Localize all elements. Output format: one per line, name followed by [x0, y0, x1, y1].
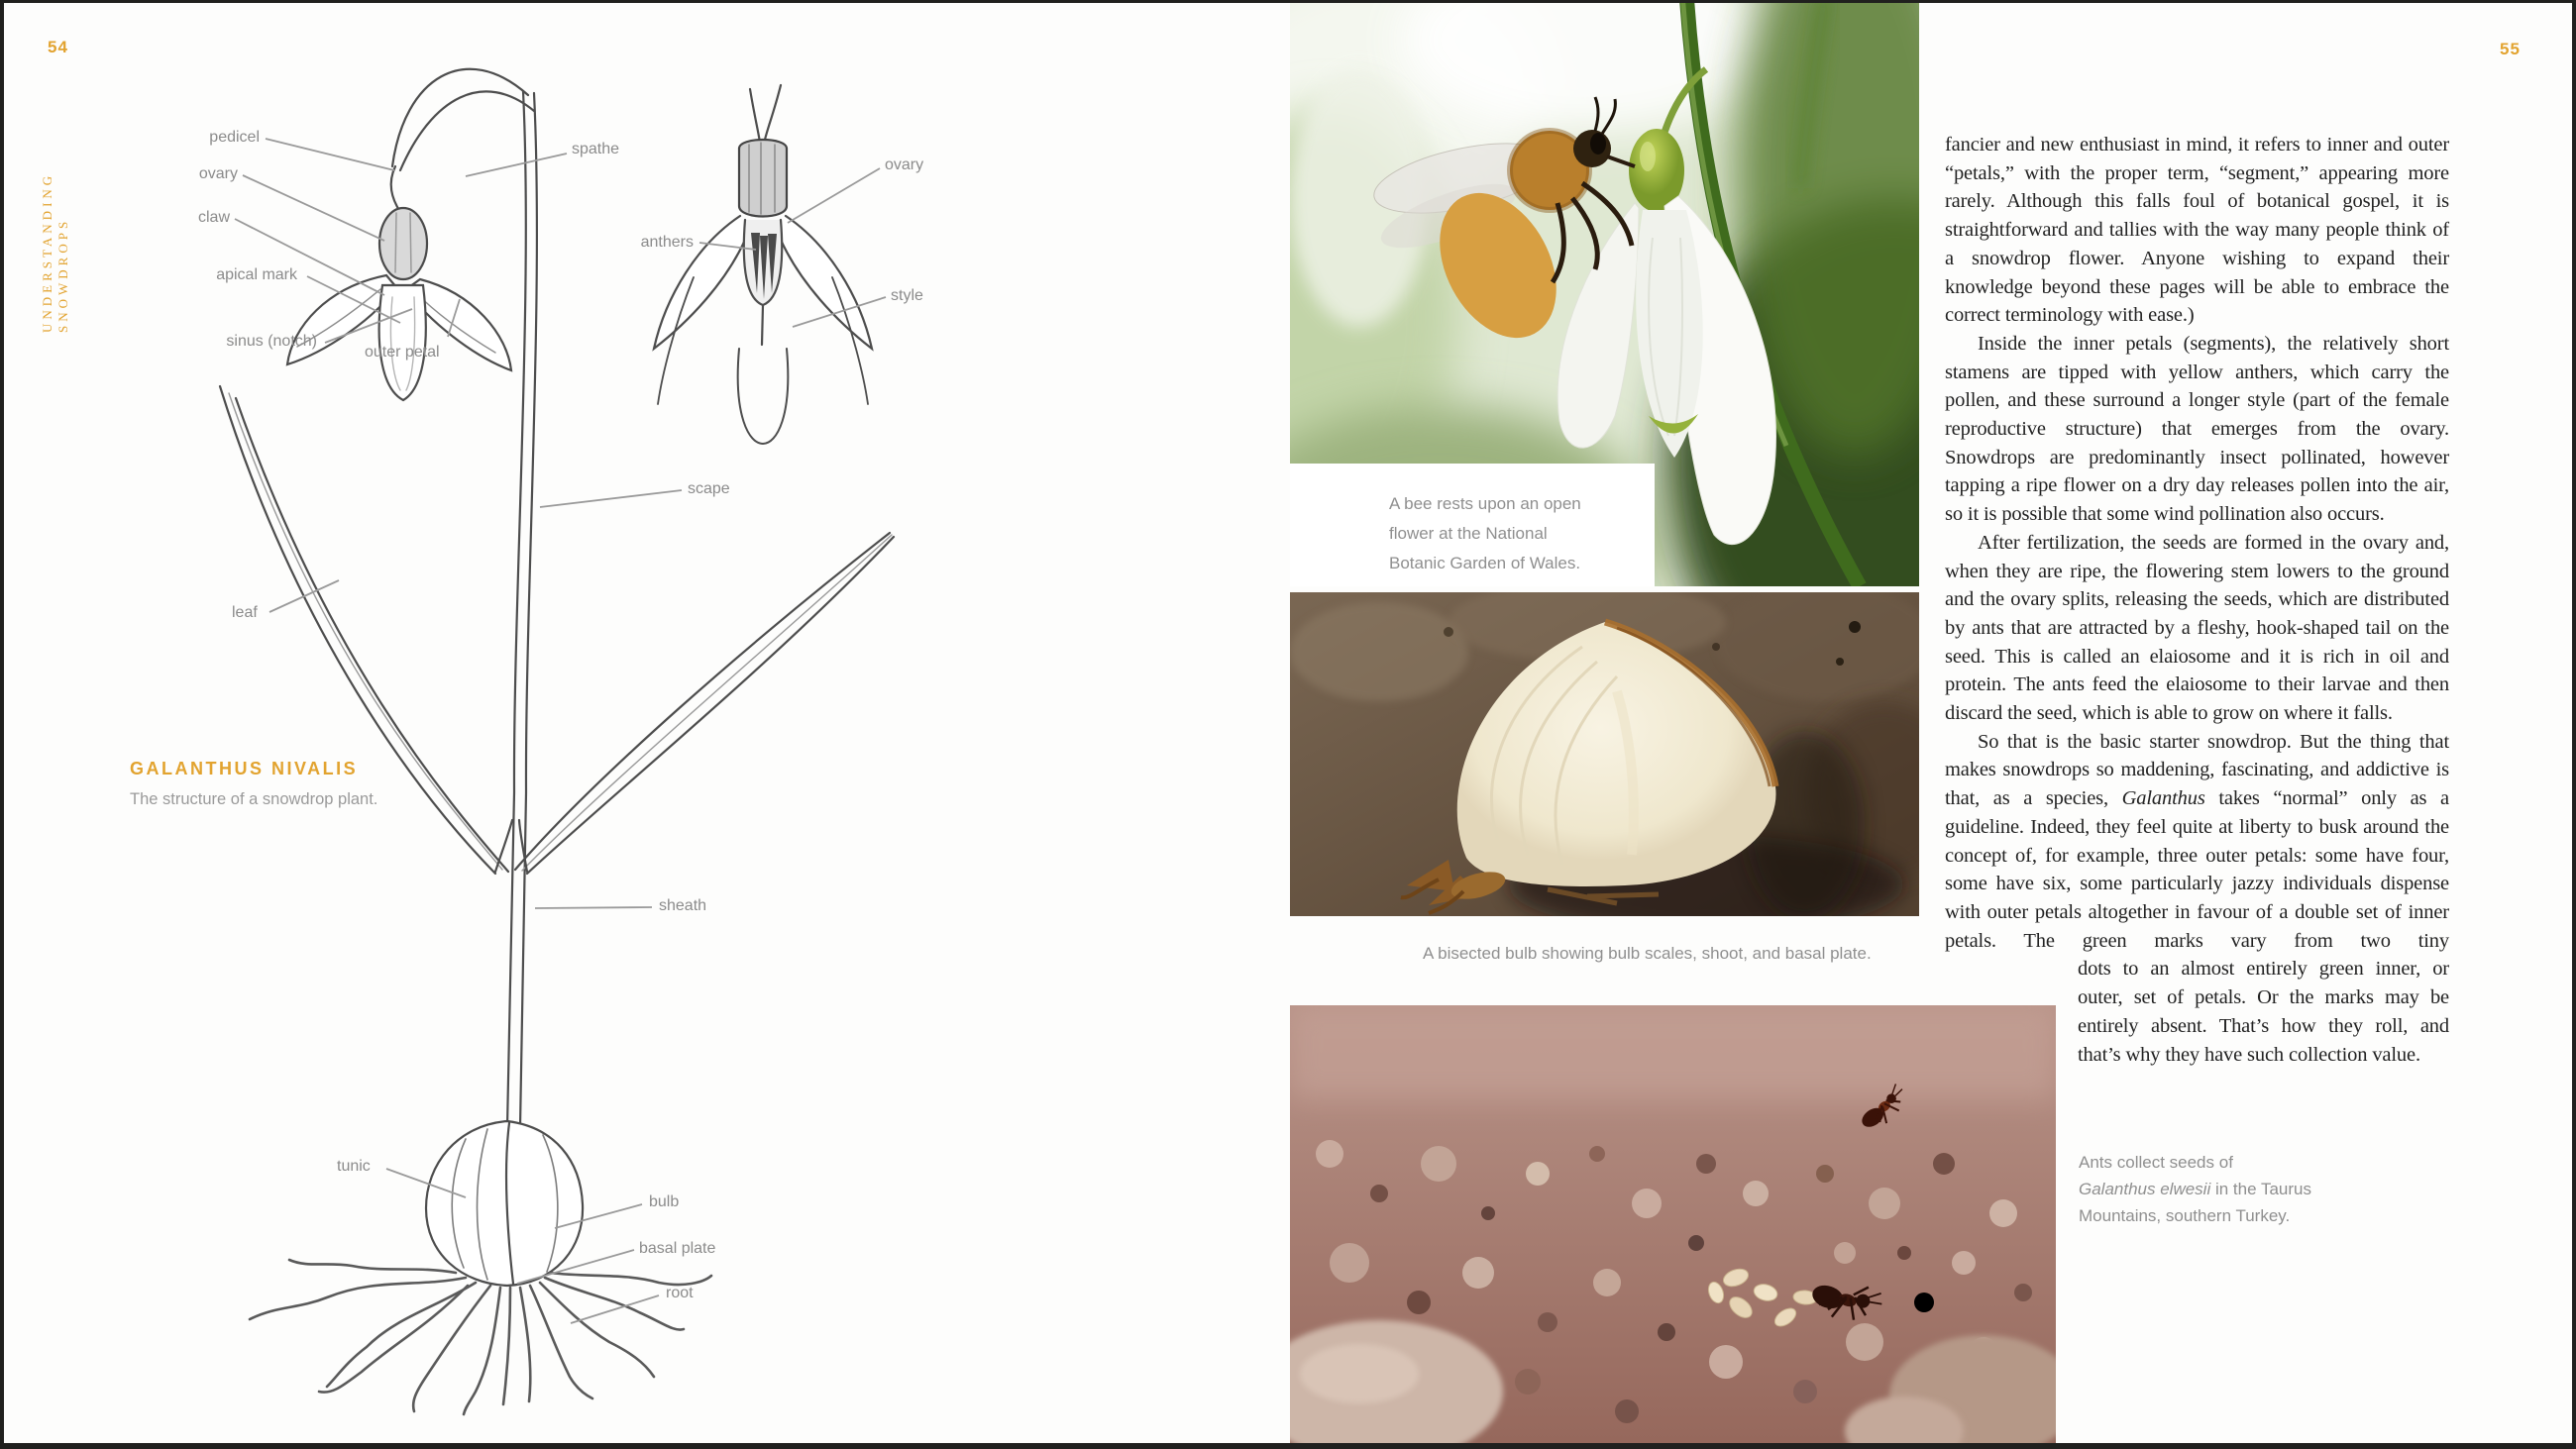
article-paragraph-4: So that is the basic starter snowdrop. But the thing that makes snowdrops so maddening, fascinating, and addictive is that, as a species, Galanthus takes “normal” only as a guideline. Indeed, they feel quite at liberty to busk around the concept of, for example, three outer petals: some have four, some have six, some particularly jazzy individuals dispense with outer petals altogether in favour of a double set of inner petals. The green marks vary from two tiny [1945, 730, 2449, 952]
ants-seeds-photo [1290, 1005, 2056, 1443]
bee-photo-caption: A bee rests upon an open flower at the National Botanic Garden of Wales. [1389, 494, 1581, 572]
diagram-label-root: root [666, 1285, 694, 1301]
bulb-photo-caption: A bisected bulb showing bulb scales, shoot, and basal plate. [1423, 944, 1872, 963]
diagram-label-sinus-notch: sinus (notch) [226, 333, 317, 350]
article-paragraph-2: Inside the inner petals (segments), the relatively short stamens are tipped with yellow anthers, which carry the pollen, and these surround a longer style (part of the female reproductive structure) that emerges from the ovary. Snowdrops are predominantly insect pollinated, however tapping a ripe flower on a dry day releases pollen into the air, so it is possible that some wind pollination also occurs. [1945, 332, 2449, 526]
diagram-label-bulb: bulb [649, 1193, 680, 1210]
page-number-right: 55 [2500, 40, 2521, 58]
diagram-label-ovary-flower: ovary [198, 165, 238, 182]
diagram-label-ovary-section: ovary [885, 156, 924, 173]
diagram-label-tunic: tunic [337, 1158, 371, 1175]
diagram-label-spathe: spathe [572, 141, 620, 157]
page-edge-top [0, 0, 2576, 3]
figure-subtitle: The structure of a snowdrop plant. [130, 790, 378, 808]
diagram-label-sheath: sheath [659, 897, 707, 914]
diagram-label-style: style [891, 287, 923, 304]
diagram-label-outer-petal: outer petal [365, 344, 440, 361]
page-number-left: 54 [48, 38, 68, 56]
ants-photo-caption: Ants collect seeds of Galanthus elwesii in the Taurus Mountains, southern Turkey. [2079, 1153, 2312, 1225]
page-edge-bottom [0, 1443, 2576, 1449]
diagram-label-basal-plate: basal plate [639, 1240, 716, 1257]
article-text-column [1945, 131, 2449, 1069]
page-edge-right [2572, 0, 2576, 1449]
diagram-label-claw: claw [197, 209, 230, 226]
diagram-label-pedicel: pedicel [209, 129, 260, 146]
article-paragraph-5: dots to an almost entirely green inner, or outer, set of petals. Or the marks may be entirely absent. That’s how they roll, and that’s why they have such collection value. [2078, 958, 2449, 1066]
bee-caption-box [1290, 464, 1655, 586]
diagram-label-leaf: leaf [232, 604, 258, 621]
diagram-label-anthers: anthers [640, 234, 694, 251]
diagram-label-scape: scape [688, 480, 730, 497]
diagram-label-apical-mark: apical mark [216, 266, 297, 283]
article-paragraph-3: After fertilization, the seeds are formed in the ovary and, when they are ripe, the flowering stem lowers to the ground and the ovary splits, releasing the seeds, which are distributed by ants that are attracted by a fleshy, hook-shaped tail on the seed. This is called an elaiosome and it is rich in oil and protein. The ants feed the elaiosome to their larvae and then discard the seed, which is able to grow on where it falls. [1945, 531, 2449, 725]
page-edge-left [0, 0, 4, 1449]
article-paragraph-1: fancier and new enthusiast in mind, it refers to inner and outer “petals,” with the proper term, “segment,” appearing more rarely. Although this falls foul of botanical gospel, it is straightforward and tallies with the way many people think of a snowdrop flower. Anyone wishing to expand their knowledge beyond these pages will be able to embrace the correct terminology with ease.) [1945, 134, 2449, 327]
bisected-bulb-photo [1290, 592, 1919, 916]
running-header-vertical: UNDERSTANDING SNOWDROPS [40, 171, 70, 333]
figure-title: GALANTHUS NIVALIS [130, 759, 359, 778]
